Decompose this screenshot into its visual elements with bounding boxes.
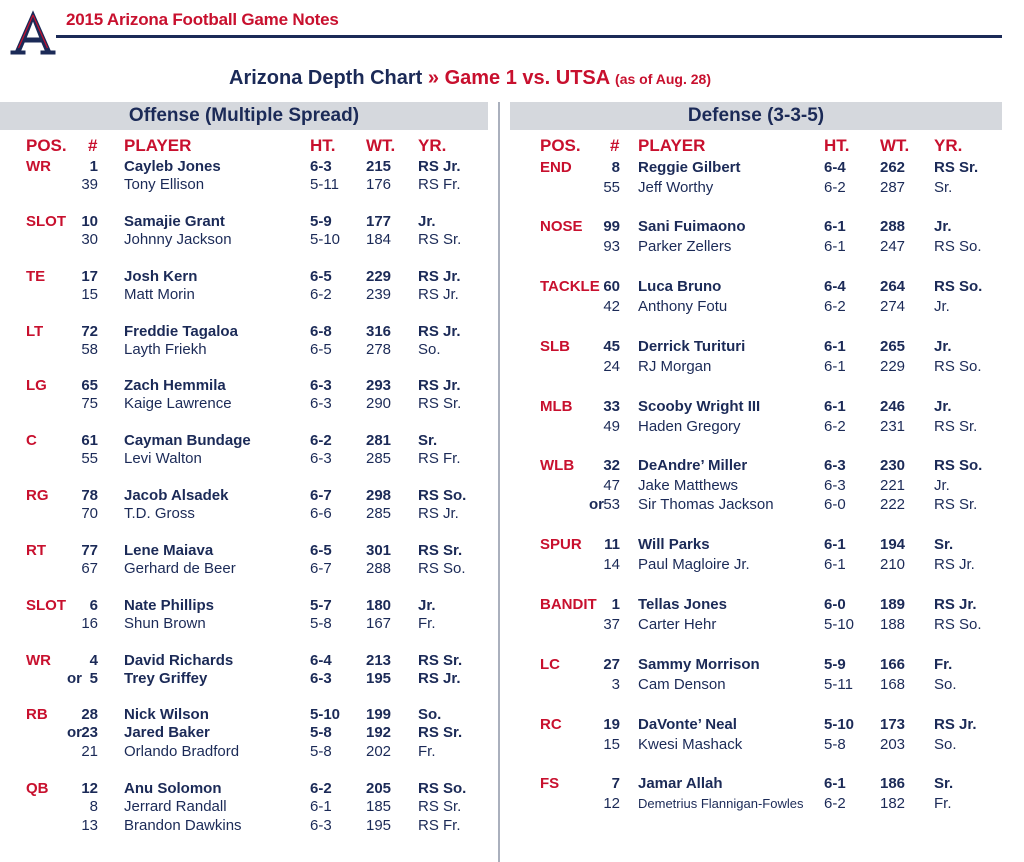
player-name: Paul Magloire Jr. [638,555,750,573]
player-name: Anu Solomon [124,780,222,797]
player-height: 6-1 [824,237,846,255]
jersey-number: 70 [81,505,98,523]
player-name: Cam Denson [638,675,726,693]
player-weight: 229 [880,357,906,375]
jersey-number: 8 [89,798,98,816]
player-name: Cayleb Jones [124,158,221,175]
player-name: Carter Hehr [638,615,717,633]
player-height: 5-7 [310,597,332,614]
defense-column-header-player: PLAYER [638,136,706,155]
offense-column-header-player: PLAYER [124,136,192,155]
player-year: RS Sr. [934,496,978,513]
jersey-number: 4 [89,652,98,669]
player-weight: 246 [880,398,906,415]
player-weight: 230 [880,457,906,474]
position-label: RB [26,706,48,723]
player-height: 5-9 [310,213,332,230]
player-year: RS Sr. [418,542,463,559]
offense-column-header-num: # [88,136,98,155]
jersey-number: 78 [81,487,98,504]
jersey-number: 47 [603,476,620,494]
player-height: 5-8 [310,615,332,633]
player-name: Jeff Worthy [638,178,714,196]
position-label: LT [26,323,44,340]
player-weight: 281 [366,432,392,449]
player-height: 6-3 [310,670,332,688]
jersey-number: 15 [81,286,98,304]
player-year: RS Jr. [418,670,461,688]
arizona-logo-icon [10,6,56,56]
player-weight: 186 [880,775,906,792]
header-rule [56,35,1002,38]
jersey-number: 53 [603,496,620,513]
defense-column-header-yr: YR. [934,136,963,155]
player-height: 6-1 [824,555,846,573]
page-title [0,67,940,90]
player-height: 6-4 [824,278,846,295]
player-height: 6-7 [310,487,332,504]
jersey-number: 27 [603,656,620,673]
player-year: RS So. [934,237,982,255]
player-name: Luca Bruno [638,278,722,295]
jersey-number: 14 [603,555,620,573]
player-weight: 265 [880,338,906,355]
player-year: Fr. [934,656,953,673]
player-height: 5-9 [824,656,846,673]
player-height: 6-2 [824,178,846,196]
player-height: 6-1 [824,338,846,355]
player-weight: 213 [366,652,392,669]
player-weight: 176 [366,176,392,194]
player-name: Nate Phillips [124,597,215,614]
player-height: 6-2 [824,297,846,315]
player-year: RS So. [934,278,983,295]
player-height: 6-3 [310,377,332,394]
jersey-number: 6 [89,597,98,614]
player-height: 6-2 [824,794,846,812]
player-height: 6-2 [310,780,332,797]
player-height: 6-6 [310,505,332,523]
jersey-number: 1 [89,158,98,175]
player-year: RS Sr. [934,159,979,176]
player-name: Sir Thomas Jackson [638,496,774,513]
jersey-number: 75 [81,395,98,413]
player-name: Will Parks [638,536,710,553]
jersey-number: 77 [81,542,98,559]
player-height: 6-7 [310,560,332,578]
player-weight: 180 [366,597,392,614]
player-name: Tony Ellison [124,176,205,194]
jersey-number: 10 [81,213,98,230]
player-weight: 195 [366,670,392,688]
player-weight: 278 [366,341,392,359]
player-weight: 195 [366,816,392,834]
player-weight: 288 [366,560,392,578]
jersey-number: 39 [81,176,98,194]
position-label: LG [26,377,47,394]
player-year: RS Sr. [934,417,978,435]
player-height: 5-11 [310,176,339,194]
player-year: RS Sr. [418,231,462,249]
player-height: 5-10 [310,706,341,723]
position-label: C [26,432,37,449]
header-title: 2015 Arizona Football Game Notes [66,10,339,29]
player-year: RS Sr. [418,395,462,413]
or-label: or [67,670,82,688]
jersey-number: 24 [603,357,620,375]
player-name: Scooby Wright III [638,398,761,415]
offense-section-header: Offense (Multiple Spread) [0,102,488,130]
player-year: RS Jr. [934,596,977,613]
player-height: 6-2 [310,286,332,304]
player-weight: 239 [366,286,392,304]
player-weight: 210 [880,555,906,573]
player-year: Sr. [934,178,953,196]
player-year: So. [418,706,442,723]
jersey-number: 55 [603,178,620,196]
player-height: 5-11 [824,675,853,693]
player-year: Sr. [934,536,954,553]
player-weight: 166 [880,656,906,673]
player-year: RS So. [418,487,467,504]
player-weight: 215 [366,158,392,175]
jersey-number: 58 [81,341,98,359]
player-weight: 167 [366,615,392,633]
player-name: Gerhard de Beer [124,560,236,578]
jersey-number: 32 [603,457,620,474]
player-weight: 285 [366,450,392,468]
jersey-number: 60 [603,278,620,295]
player-name: Reggie Gilbert [638,159,741,176]
player-height: 6-3 [824,457,846,474]
player-name: Cayman Bundage [124,432,251,449]
player-weight: 168 [880,675,906,693]
player-year: RS So. [418,560,466,578]
player-weight: 192 [366,724,392,742]
player-name: Matt Morin [124,286,195,304]
player-year: RS Jr. [418,286,459,304]
position-label: RC [540,716,562,733]
player-weight: 285 [366,505,392,523]
page-title-separator: » [422,67,445,89]
player-year: Fr. [418,742,436,760]
page-title-prefix: Arizona Depth Chart [229,67,423,89]
player-name: Tellas Jones [638,596,727,613]
player-name: Brandon Dawkins [124,816,242,834]
position-label: MLB [540,398,573,415]
player-name: Anthony Fotu [638,297,728,315]
player-height: 6-0 [824,596,846,613]
jersey-number: 12 [81,780,98,797]
player-year: Sr. [934,775,954,792]
defense-column-header-wt: WT. [880,136,910,155]
player-weight: 229 [366,268,392,285]
jersey-number: 5 [89,670,98,688]
position-label: FS [540,775,560,792]
player-year: So. [934,675,957,693]
player-weight: 222 [880,496,906,513]
player-year: RS Fr. [418,816,461,834]
player-height: 6-3 [824,476,846,494]
jersey-number: 72 [81,323,98,340]
player-weight: 185 [366,798,392,816]
jersey-number: 61 [81,432,98,449]
player-weight: 264 [880,278,906,295]
player-year: Jr. [934,297,950,315]
player-year: Sr. [418,432,438,449]
player-height: 6-4 [824,159,846,176]
jersey-number: 11 [604,536,620,553]
player-name: Haden Gregory [638,417,741,435]
position-label: SLB [540,338,570,355]
offense-column-header-ht: HT. [310,136,336,155]
offense-column-header-pos: POS. [26,136,67,155]
or-label: or [589,496,604,513]
column-divider [498,102,500,862]
player-year: RS Fr. [418,450,461,468]
position-label: WR [26,652,51,669]
jersey-number: 8 [611,159,620,176]
jersey-number: 13 [81,816,98,834]
jersey-number: 33 [603,398,620,415]
player-year: RS Jr. [934,555,975,573]
position-label: RG [26,487,49,504]
player-year: RS So. [934,615,982,633]
player-name: Kwesi Mashack [638,735,743,753]
jersey-number: 1 [611,596,620,613]
player-weight: 301 [366,542,392,559]
player-weight: 194 [880,536,906,553]
player-name: Zach Hemmila [124,377,226,394]
jersey-number: 19 [603,716,620,733]
jersey-number: 16 [81,615,98,633]
player-name: Jamar Allah [638,775,723,792]
player-weight: 231 [880,417,906,435]
position-label: WLB [540,457,575,474]
player-name: Jerrard Randall [124,798,227,816]
jersey-number: 30 [81,231,98,249]
player-height: 6-5 [310,542,332,559]
position-label: BANDIT [540,596,597,613]
player-year: Fr. [934,794,952,812]
player-height: 6-1 [310,798,332,816]
player-height: 6-4 [310,652,332,669]
player-height: 6-3 [310,395,332,413]
player-height: 6-2 [310,432,332,449]
jersey-number: 67 [81,560,98,578]
player-height: 5-10 [824,716,855,733]
player-year: RS So. [934,357,982,375]
player-weight: 247 [880,237,906,255]
player-weight: 189 [880,596,906,613]
position-label: RT [26,542,46,559]
position-label: TACKLE [540,278,600,295]
position-label: WR [26,158,51,175]
player-name: T.D. Gross [124,505,195,523]
player-year: RS Sr. [418,724,463,742]
jersey-number: 21 [81,742,98,760]
player-height: 6-0 [824,496,846,513]
jersey-number: 12 [603,794,620,812]
offense-column-header-yr: YR. [418,136,447,155]
player-year: RS Jr. [418,377,461,394]
player-height: 5-10 [824,615,855,633]
player-year: RS Jr. [418,505,459,523]
player-weight: 262 [880,159,906,176]
jersey-number: 3 [611,675,620,693]
player-weight: 173 [880,716,906,733]
jersey-number: 45 [603,338,620,355]
jersey-number: 55 [81,450,98,468]
jersey-number: 15 [603,735,620,753]
or-label: or [67,724,82,742]
position-label: SPUR [540,536,582,553]
player-year: RS Sr. [418,652,463,669]
player-weight: 290 [366,395,392,413]
player-name: Kaige Lawrence [124,395,232,413]
player-name: DeAndre’ Miller [638,457,748,474]
defense-section-header: Defense (3-3-5) [510,102,1002,130]
jersey-number: 28 [81,706,98,723]
jersey-number: 49 [603,417,620,435]
player-name: Nick Wilson [124,706,209,723]
player-height: 5-8 [310,742,332,760]
jersey-number: 65 [81,377,98,394]
player-year: Jr. [934,218,952,235]
player-year: Jr. [934,338,952,355]
player-year: Jr. [934,476,950,494]
player-weight: 205 [366,780,392,797]
player-name: Layth Friekh [124,341,207,359]
player-name: Lene Maiava [124,542,214,559]
player-height: 6-1 [824,536,846,553]
player-name: Josh Kern [124,268,198,285]
page-title-game: Game 1 vs. UTSA [444,67,610,89]
player-height: 6-5 [310,268,332,285]
player-height: 6-3 [310,450,332,468]
player-weight: 203 [880,735,906,753]
defense-column-header-num: # [610,136,620,155]
player-year: Fr. [418,615,436,633]
player-name: Jared Baker [124,724,210,742]
player-height: 5-8 [310,724,332,742]
player-year: RS So. [418,780,467,797]
jersey-number: 37 [603,615,620,633]
player-name: Derrick Turituri [638,338,746,355]
player-name: RJ Morgan [638,357,712,375]
player-height: 5-10 [310,231,341,249]
player-name: Levi Walton [124,450,202,468]
player-year: Jr. [934,398,952,415]
jersey-number: 93 [603,237,620,255]
jersey-number: 42 [603,297,620,315]
defense-column-header-ht: HT. [824,136,850,155]
player-name: Jake Matthews [638,476,739,494]
player-name: Shun Brown [124,615,206,633]
player-name: Trey Griffey [124,670,208,688]
position-label: SLOT [26,597,66,614]
player-height: 6-3 [310,816,332,834]
player-year: So. [934,735,957,753]
player-height: 6-1 [824,218,846,235]
player-name: Sani Fuimaono [638,218,746,235]
player-height: 6-8 [310,323,332,340]
position-label: LC [540,656,560,673]
player-year: Jr. [418,597,436,614]
jersey-number: 7 [611,775,620,792]
player-weight: 316 [366,323,392,340]
player-weight: 274 [880,297,906,315]
player-weight: 287 [880,178,906,196]
player-name: DaVonte’ Neal [638,716,737,733]
player-year: RS Jr. [934,716,977,733]
player-name: David Richards [124,652,234,669]
player-height: 6-1 [824,775,846,792]
player-year: RS Fr. [418,176,461,194]
player-height: 6-1 [824,398,846,415]
position-label: TE [26,268,46,285]
player-name: Samajie Grant [124,213,225,230]
position-label: END [540,159,572,176]
player-year: So. [418,341,441,359]
player-name: Jacob Alsadek [124,487,229,504]
position-label: QB [26,780,49,797]
player-name: Freddie Tagaloa [124,323,238,340]
player-weight: 202 [366,742,392,760]
player-weight: 298 [366,487,392,504]
jersey-number: 17 [81,268,98,285]
player-name: Orlando Bradford [124,742,240,760]
player-weight: 293 [366,377,392,394]
player-year: RS Jr. [418,268,461,285]
player-height: 6-5 [310,341,332,359]
player-weight: 184 [366,231,392,249]
position-label: NOSE [540,218,583,235]
player-weight: 288 [880,218,906,235]
player-year: RS Sr. [418,798,462,816]
jersey-number: 99 [603,218,620,235]
player-name: Parker Zellers [638,237,732,255]
player-name: Johnny Jackson [124,231,232,249]
jersey-number: 23 [81,724,98,742]
player-year: RS Jr. [418,323,461,340]
player-name: Demetrius Flannigan-Fowles [638,795,804,811]
player-weight: 188 [880,615,906,633]
player-height: 6-1 [824,357,846,375]
player-year: RS Jr. [418,158,461,175]
offense-column-header-wt: WT. [366,136,396,155]
player-year: RS So. [934,457,983,474]
player-weight: 221 [880,476,906,494]
player-height: 6-3 [310,158,332,175]
player-weight: 182 [880,794,906,812]
player-height: 5-8 [824,735,846,753]
position-label: SLOT [26,213,66,230]
player-name: Sammy Morrison [638,656,760,673]
player-year: Jr. [418,213,436,230]
player-weight: 199 [366,706,392,723]
defense-column-header-pos: POS. [540,136,581,155]
player-weight: 177 [366,213,392,230]
page-title-as-of: (as of Aug. 28) [615,71,711,87]
player-height: 6-2 [824,417,846,435]
